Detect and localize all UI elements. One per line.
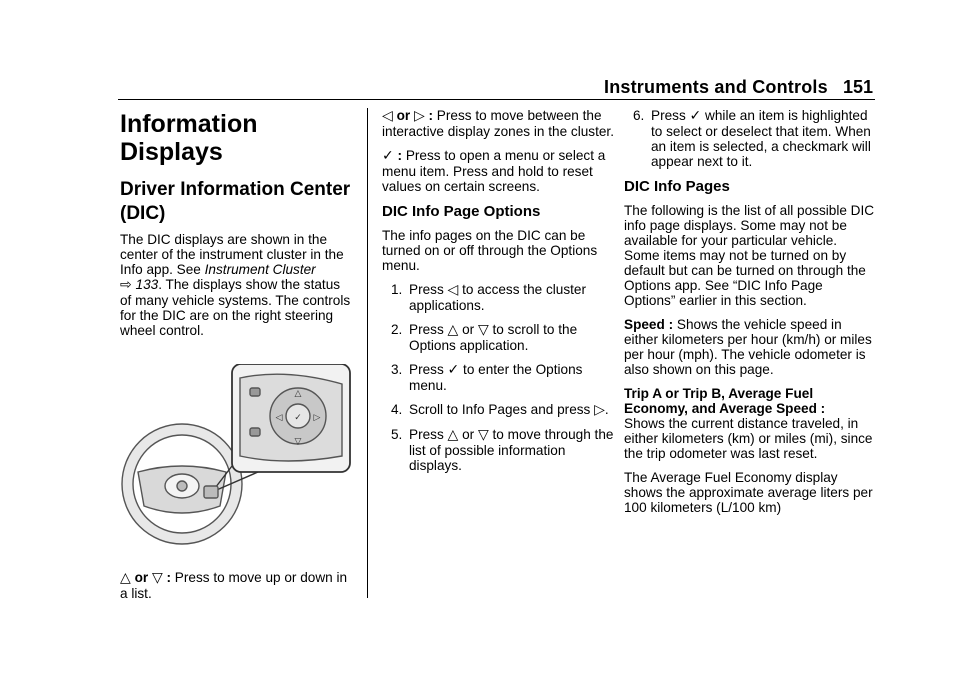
page-heading: Information Displays	[120, 110, 258, 166]
list-item: 4. Scroll to Info Pages and press ▷.	[391, 402, 609, 418]
down-arrow-icon: ▽	[477, 322, 489, 338]
options-heading: DIC Info Page Options	[382, 203, 541, 220]
list-item: 3. Press ✓ to enter the Options menu.	[391, 362, 583, 393]
right-arrow-icon: ▷	[594, 402, 605, 418]
dic-heading: Driver Information Center (DIC)	[120, 179, 351, 224]
column-right	[624, 108, 876, 524]
page-ref-arrow-icon: ⇨	[120, 277, 132, 293]
column-divider	[367, 108, 368, 598]
updown-description: △ or ▽ : Press to move up or down in a list.	[120, 570, 348, 601]
section-title: Instruments and Controls	[604, 77, 828, 97]
list-item: 5. Press △ or ▽ to move through the list of possible information displays.	[391, 427, 614, 473]
checkmark-icon: ✓	[382, 148, 394, 164]
up-arrow-icon: △	[120, 570, 131, 586]
leftright-description: ◁ or ▷ : Press to move between the interactive display zones in the cluster.	[382, 108, 614, 139]
info-pages-intro: The following is the list of all possible DIC info page displays. Some may not be available for your particular vehicle. Some items may not be turned on by default but can be turned on through the Options app. See “DIC Info Page Options” earlier in this section.	[624, 203, 875, 308]
svg-text:◁: ◁	[275, 413, 283, 423]
page-number: 151	[843, 77, 874, 97]
down-arrow-icon: ▽	[477, 427, 489, 443]
options-steps-continued	[624, 108, 876, 169]
left-arrow-icon: ◁	[382, 108, 393, 124]
up-arrow-icon: △	[447, 322, 459, 338]
right-arrow-icon: ▷	[413, 108, 425, 124]
options-intro: The info pages on the DIC can be turned on or off through the Options menu.	[382, 228, 598, 273]
page-ref-number[interactable]: 133	[135, 277, 159, 292]
fuel-economy-text: The Average Fuel Economy display shows the approximate average liters per 100 kilometers (L/100 km)	[624, 470, 873, 515]
header-rule	[118, 99, 875, 100]
dic-intro: The DIC displays are shown in the center of the instrument cluster in the Info app. See Instrument Cluster ⇨ 133. The displays show the status of many vehicle systems. The controls for the DIC are on the right steering wheel control.	[120, 232, 351, 338]
svg-text:✓: ✓	[294, 413, 302, 423]
svg-text:▽: ▽	[294, 437, 302, 447]
svg-text:△: △	[294, 389, 302, 399]
column-left	[120, 108, 355, 610]
left-arrow-icon: ◁	[447, 282, 459, 298]
instrument-cluster-link[interactable]: Instrument Cluster	[204, 262, 316, 277]
trip-entry: Trip A or Trip B, Average Fuel Economy, and Average Speed : Shows the current distance traveled, in either kilometers (km) or miles (mi), since the trip odometer was last reset.	[624, 386, 873, 461]
checkmark-icon: ✓	[689, 108, 702, 124]
steering-wheel-illustration	[120, 364, 355, 552]
down-arrow-icon: ▽	[151, 570, 163, 586]
list-item: 6. Press ✓ while an item is highlighted to select or deselect that item. When an item is selected, a checkmark will appear next to it.	[633, 108, 871, 169]
info-pages-heading: DIC Info Pages	[624, 178, 730, 195]
list-item: 1. Press ◁ to access the cluster applications.	[391, 282, 587, 313]
svg-text:▷: ▷	[313, 413, 321, 423]
column-middle	[382, 108, 617, 482]
checkmark-icon: ✓	[447, 362, 460, 378]
list-item: 2. Press △ or ▽ to scroll to the Options application.	[391, 322, 578, 353]
speed-entry: Speed : Shows the vehicle speed in either kilometers per hour (km/h) or miles per hour (mph). The vehicle odometer is also shown on this page.	[624, 317, 872, 377]
select-description: ✓ : Press to open a menu or select a menu item. Press and hold to reset values on certain screens.	[382, 148, 606, 194]
up-arrow-icon: △	[447, 427, 459, 443]
options-steps	[382, 282, 617, 473]
